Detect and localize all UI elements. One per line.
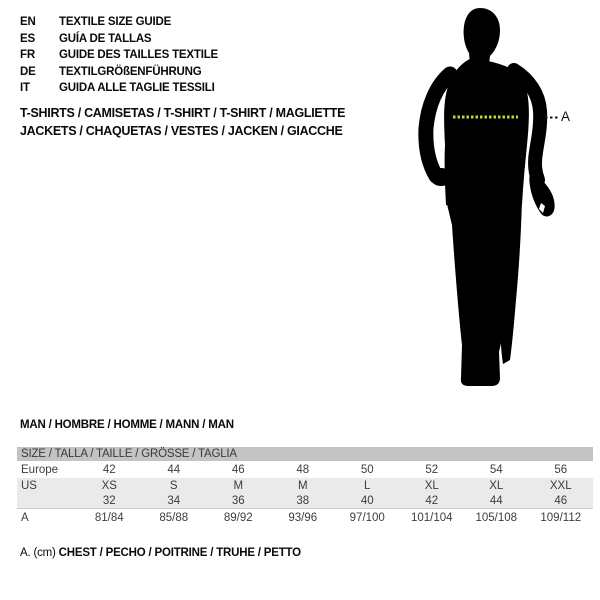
language-row [20,31,218,48]
head-shape [464,8,500,64]
measurement-footnote [20,547,301,559]
size-value: XL [489,479,504,492]
size-value: 54 [489,463,503,476]
legs-shape [446,200,522,386]
language-title: GUÍA DE TALLAS [59,32,152,45]
size-value: 44 [489,494,503,507]
size-value: 42 [102,463,116,476]
size-value: 32 [102,494,116,507]
size-value: XXL [549,479,572,492]
size-value: 48 [296,463,310,476]
size-value: 101/104 [410,511,453,524]
table-band [17,478,593,509]
footnote-labels: CHEST / PECHO / POITRINE / TRUHE / PETTO [58,547,301,559]
size-value: L [364,479,371,492]
man-silhouette-icon [400,0,580,400]
product-line-tshirts: T-SHIRTS / CAMISETAS / T-SHIRT / T-SHIRT / MAGLIETTE [20,106,346,120]
product-line-jackets: JACKETS / CHAQUETAS / VESTES / JACKEN / GIACCHE [20,123,343,138]
gender-heading: MAN / HOMBRE / HOMME / MANN / MAN [20,419,234,431]
language-row [20,14,218,31]
table-row-alt [17,493,593,508]
table-row-europe [17,461,593,478]
left-hand-shape [430,168,452,186]
size-value: M [297,479,308,492]
language-code: FR [20,49,35,61]
size-value: 38 [296,494,310,507]
size-table [17,447,593,526]
language-code: EN [20,16,36,28]
language-code: IT [20,82,30,94]
size-value: 46 [231,463,245,476]
size-value: 109/112 [540,511,582,524]
language-row [20,80,218,97]
language-list [20,14,218,97]
size-value: 81/84 [94,511,124,524]
size-value: 44 [167,463,181,476]
table-row-us [17,478,593,493]
size-value: XL [424,479,439,492]
language-code: DE [20,65,36,78]
row-label: US [21,479,37,492]
table-row-chest [17,509,593,526]
language-title: GUIDA ALLE TAGLIE TESSILI [59,82,215,94]
size-value: 52 [425,463,439,476]
size-value: 89/92 [223,511,253,524]
size-value: 34 [167,494,181,507]
product-types [20,105,345,140]
size-value: 50 [360,463,374,476]
row-label: A [21,511,29,524]
language-title: TEXTILGRÖßENFÜHRUNG [59,65,202,78]
language-row [20,47,218,64]
footnote-prefix: A. (cm) [20,547,59,559]
language-code: ES [20,32,35,45]
size-value: S [169,479,178,492]
size-value: 42 [425,494,439,507]
measure-label-a: A [561,109,571,124]
size-value: 105/108 [475,511,518,524]
size-value: 93/96 [288,511,318,524]
size-value: 46 [554,494,568,507]
size-value: 56 [554,463,568,476]
size-value: 97/100 [349,511,385,524]
language-title: TEXTILE SIZE GUIDE [59,16,172,28]
language-row [20,64,218,81]
size-table-header: SIZE / TALLA / TAILLE / GRÖSSE / TAGLIA [17,447,593,461]
size-value: 40 [360,494,374,507]
man-silhouette-figure [400,0,580,400]
size-value: 36 [231,494,245,507]
size-value: 85/88 [159,511,189,524]
language-title: GUIDE DES TAILLES TEXTILE [59,49,218,61]
size-value: M [233,479,244,492]
row-label: Europe [21,463,59,476]
size-value: XS [101,479,117,492]
